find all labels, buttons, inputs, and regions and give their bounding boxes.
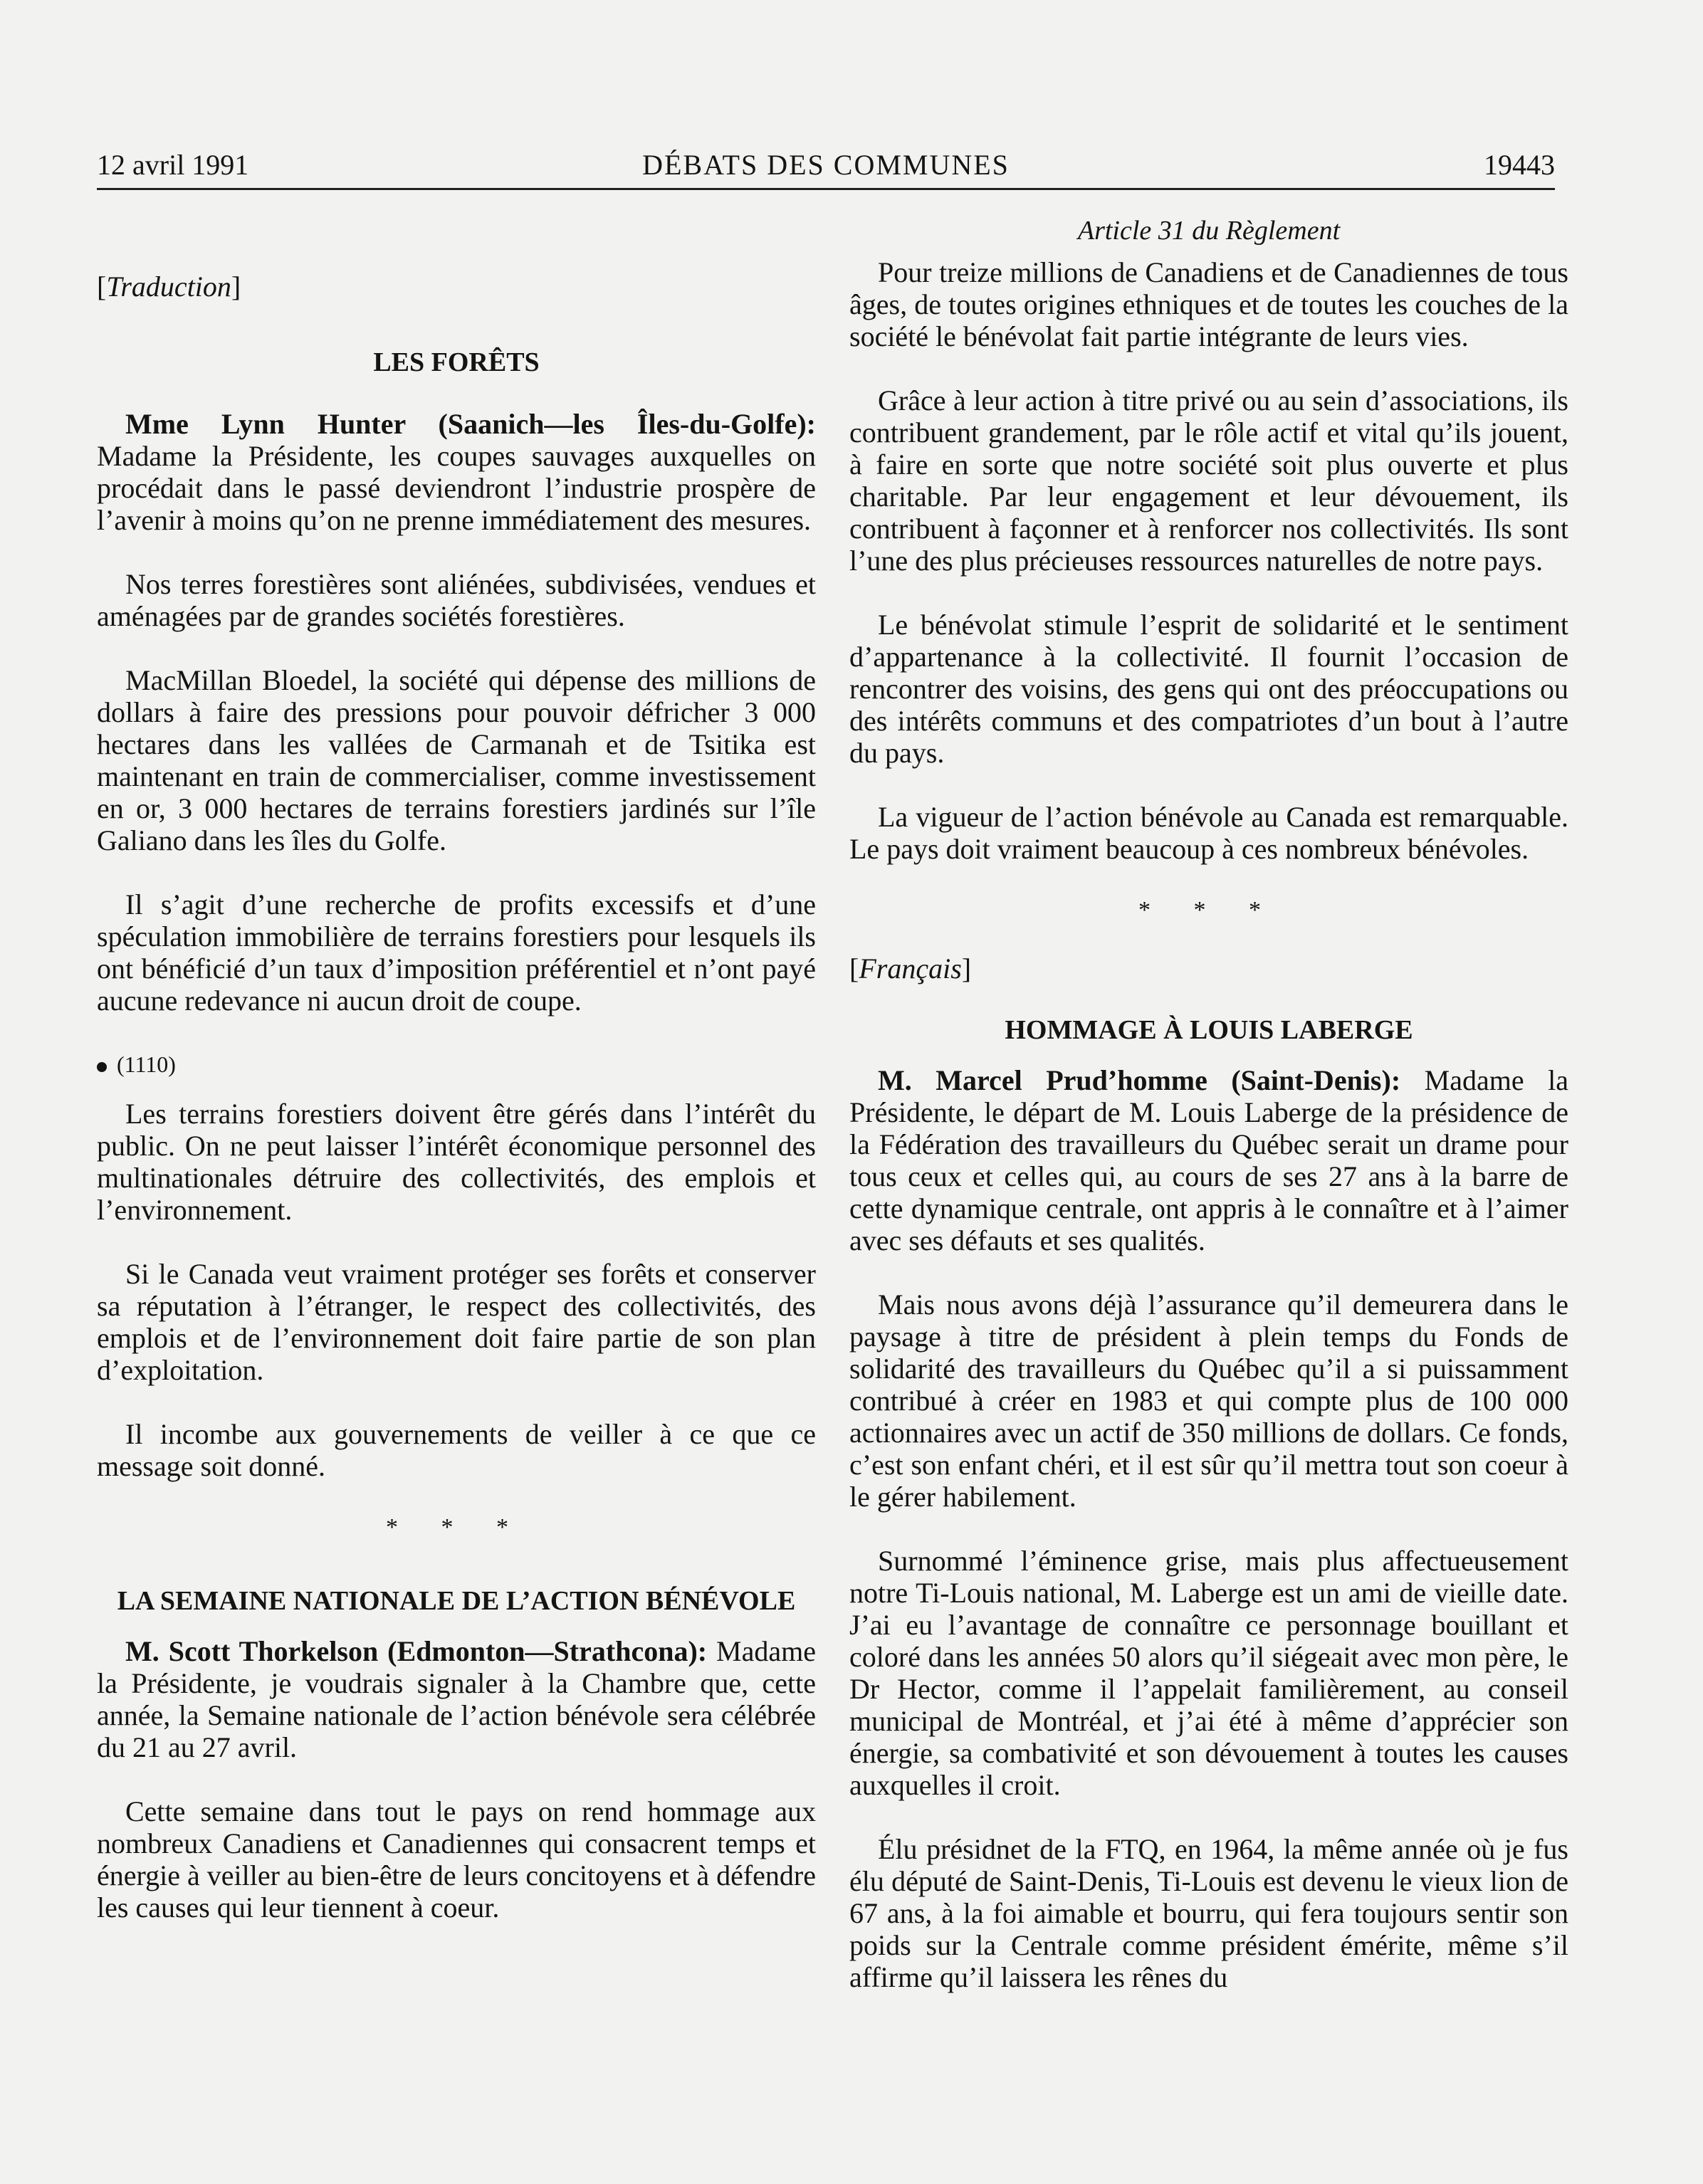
section-separator: * * *	[1138, 897, 1279, 923]
bullet-icon	[97, 1062, 107, 1072]
paragraph: Surnommé l’éminence grise, mais plus affectueusement notre Ti-Louis national, M. Laberge est un ami de vieille date. J’ai eu l’avantage de connaître ce personnage bouillant et coloré dans les années 50 alors qu’il siégeait avec mon père, le Dr Hector, comme il l’appelait familièrement, au conseil municipal de Montréal, et j’ai été à même d’apprécier son énergie, sa combativité et son dévouement à toutes les causes auxquelles il croit.	[849, 1545, 1568, 1801]
header-date: 12 avril 1991	[97, 149, 249, 181]
language-tag: [Français]	[849, 952, 972, 985]
speech-text: Madame la Présidente, je voudrais signaler à la Chambre que, cette année, la Semaine nationale de l’action bénévole sera célébrée du 21 au 27 avril.	[97, 1635, 816, 1763]
speech-paragraph	[97, 408, 816, 536]
speech-text: Madame la Présidente, le départ de M. Louis Laberge de la présidence de la Fédération des travailleurs du Québec serait un drame pour tous ceux et celles qui, au cours de ses 27 ans à la barre de cette dynamique centrale, ont appris à le connaître et à l’aimer avec ses défauts et ses qualités.	[849, 1064, 1568, 1256]
section-heading-laberge: HOMMAGE À LOUIS LABERGE	[1005, 1015, 1413, 1045]
section-separator: * * *	[386, 1514, 527, 1540]
speech-paragraph	[97, 1635, 816, 1763]
speaker-name: M. Marcel Prud’homme (Saint-Denis):	[878, 1064, 1401, 1096]
page-number: 19443	[1484, 149, 1555, 181]
paragraph: MacMillan Bloedel, la société qui dépense des millions de dollars à faire des pressions pour pouvoir défricher 3 000 hectares dans les vallées de Carmanah et de Tsitika est maintenant en train de commercialiser, comme investissement en or, 3 000 hectares de terrains forestiers jardinés sur l’île Galiano dans les îles du Golfe.	[97, 664, 816, 856]
header-title: DÉBATS DES COMMUNES	[642, 149, 1010, 181]
left-column	[97, 214, 816, 1923]
time-marker-text: (1110)	[117, 1051, 176, 1077]
language-tag-label: Français	[859, 952, 962, 985]
paragraph: Il incombe aux gouvernements de veiller à ce que ce message soit donné.	[97, 1418, 816, 1482]
paragraph: Élu présidnet de la FTQ, en 1964, la même année où je fus élu député de Saint-Denis, Ti-Louis est devenu le vieux lion de 67 ans, à la foi aimable et bourru, qui fera toujours sentir son poids sur la Centrale comme président émérite, même s’il affirme qu’il laissera les rênes du	[849, 1833, 1568, 1993]
speech-text: Madame la Présidente, les coupes sauvages auxquelles on procédait dans le passé deviendront l’industrie prospère de l’avenir à moins qu’on ne prenne immédiatement des mesures.	[97, 440, 816, 536]
speaker-name: M. Scott Thorkelson (Edmonton—Strathcona):	[125, 1635, 708, 1667]
speaker-name: Mme Lynn Hunter (Saanich—les Îles-du-Golfe):	[125, 408, 816, 440]
paragraph: La vigueur de l’action bénévole au Canada est remarquable. Le pays doit vraiment beaucoup à ces nombreux bénévoles.	[849, 801, 1568, 865]
right-column	[849, 214, 1568, 1993]
paragraph: Mais nous avons déjà l’assurance qu’il demeurera dans le paysage à titre de président à plein temps du Fonds de solidarité des travailleurs du Québec qu’il a si puissamment contribué à créer en 1983 et qui compte plus de 100 000 actionnaires avec un actif de 350 millions de dollars. Ce fonds, c’est son enfant chéri, et il est sûr qu’il mettra tout son coeur à le gérer habilement.	[849, 1288, 1568, 1513]
paragraph: Il s’agit d’une recherche de profits excessifs et d’une spéculation immobilière de terrains forestiers pour lesquels ils ont bénéficié d’un taux d’imposition préférentiel et n’ont payé aucune redevance ni aucun droit de coupe.	[97, 888, 816, 1017]
page-header	[97, 148, 1555, 190]
paragraph: Le bénévolat stimule l’esprit de solidarité et le sentiment d’appartenance à la collectivité. Il fournit l’occasion de rencontrer des voisins, des gens qui ont des préoccupations ou des intérêts communs et des compatriotes d’un bout à l’autre du pays.	[849, 609, 1568, 769]
section-heading-volunteer-week: LA SEMAINE NATIONALE DE L’ACTION BÉNÉVOLE	[117, 1586, 796, 1616]
translation-tag-label: Traduction	[106, 271, 231, 303]
paragraph: Les terrains forestiers doivent être gérés dans l’intérêt du public. On ne peut laisser l’intérêt économique personnel des multinationales détruire des collectivités, des emplois et l’environnement.	[97, 1098, 816, 1226]
speech-paragraph	[849, 1064, 1568, 1256]
paragraph: Nos terres forestières sont aliénées, subdivisées, vendues et aménagées par de grandes sociétés forestières.	[97, 568, 816, 632]
translation-tag: [Traduction]	[97, 271, 241, 303]
paragraph: Pour treize millions de Canadiens et de Canadiennes de tous âges, de toutes origines ethniques et de toutes les couches de la société le bénévolat fait partie intégrante de leurs vies.	[849, 256, 1568, 352]
rule-subtitle: Article 31 du Règlement	[1077, 216, 1341, 246]
paragraph: Si le Canada veut vraiment protéger ses forêts et conserver sa réputation à l’étranger, le respect des collectivités, des emplois et de l’environnement doit faire partie de son plan d’exploitation.	[97, 1258, 816, 1386]
paragraph: Grâce à leur action à titre privé ou au sein d’associations, ils contribuent grandement, par le rôle actif et vital qu’ils jouent, à faire en sorte que notre société soit plus ouverte et plus charitable. Par leur engagement et leur dévouement, ils contribuent à façonner et à renforcer nos collectivités. Ils sont l’une des plus précieuses ressources naturelles de notre pays.	[849, 384, 1568, 577]
time-marker	[97, 1049, 816, 1081]
paragraph: Cette semaine dans tout le pays on rend hommage aux nombreux Canadiens et Canadiennes qui consacrent temps et énergie à veiller au bien-être de leurs concitoyens et à défendre les causes qui leur tiennent à coeur.	[97, 1795, 816, 1923]
section-heading-forests: LES FORÊTS	[373, 347, 540, 377]
